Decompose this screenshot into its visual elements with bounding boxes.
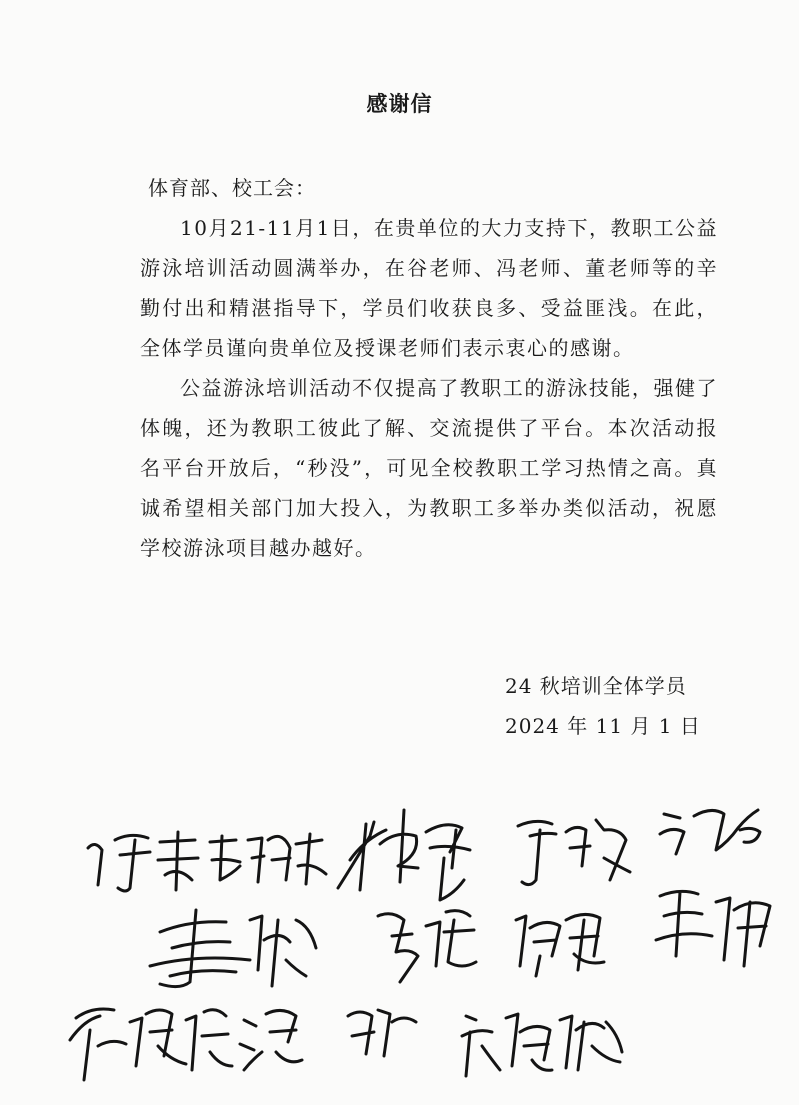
signature [240, 1010, 302, 1070]
paragraph-2: 公益游泳培训活动不仅提高了教职工的游泳技能，强健了体魄，还为教职工彼此了解、交流提供了平台。本次活动报名平台开放后，“秒没”，可见全校教职工学习热情之高。真诚希望相关部门加大投入，为教职工多举办类似活动，祝愿学校游泳项目越办越好。 [140, 376, 718, 560]
signature [70, 1009, 232, 1080]
signature [518, 820, 630, 885]
letter-salutation: 体育部、校工会： [148, 176, 316, 200]
signatures-drawing [0, 770, 799, 1105]
signature [348, 1010, 416, 1056]
signature [660, 810, 760, 854]
letter-title: 感谢信 [366, 92, 433, 116]
signature [338, 810, 470, 900]
paragraph-1: 10月21-11月1日，在贵单位的大力支持下，教职工公益游泳培训活动圆满举办，在谷老师、冯老师、董老师等的辛勤付出和精湛指导下，学员们收获良多、受益匪浅。在此，全体学员谨向贵单位及授课老师们表示衷心的感谢。 [140, 216, 718, 360]
handwritten-signatures [0, 770, 799, 1105]
signature [88, 832, 198, 891]
letter-date: 2024 年 11 月 1 日 [505, 714, 701, 738]
letter-signer: 24 秋培训全体学员 [505, 674, 687, 698]
signature [150, 910, 316, 987]
signature [378, 911, 476, 982]
signature [210, 834, 326, 884]
signature [656, 891, 770, 966]
signature [516, 914, 604, 976]
signature [462, 1014, 622, 1076]
letter-body [140, 208, 718, 568]
